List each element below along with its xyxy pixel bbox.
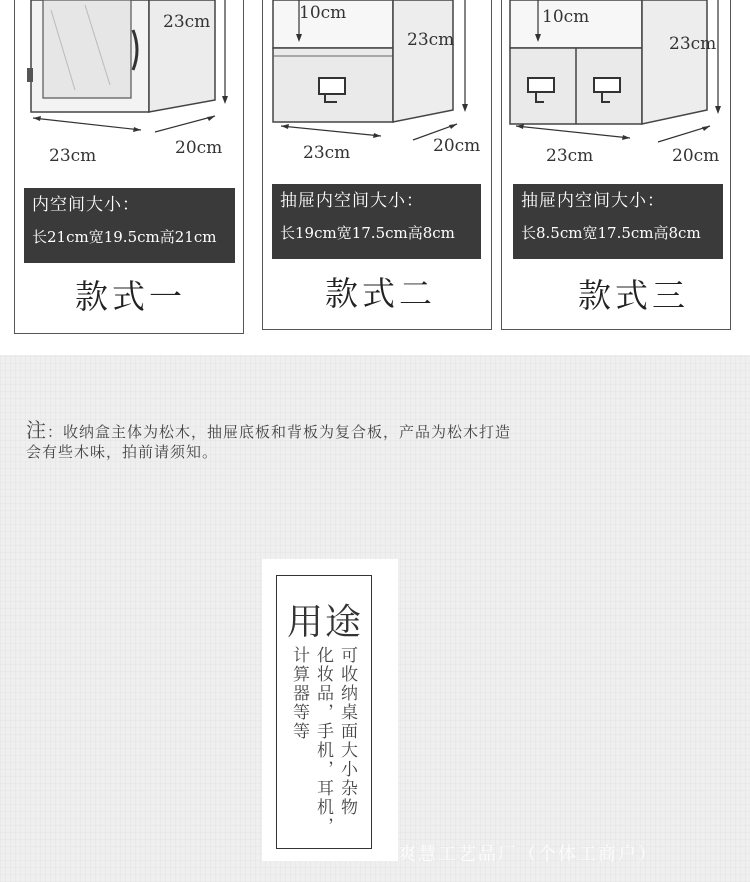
dim-height-3: 23cm	[669, 34, 717, 54]
inner-size-value-2: 长19cm宽17.5cm高8cm	[280, 224, 455, 242]
inner-size-title-1: 内空间大小：	[32, 195, 140, 215]
dim-width-3: 23cm	[546, 146, 594, 166]
inner-size-label-1	[24, 188, 235, 263]
inner-size-label-3	[513, 184, 723, 259]
style-card-3	[501, 0, 731, 330]
style-card-2	[262, 0, 492, 330]
style-name-3: 款式三	[578, 276, 689, 315]
note-line-1: ：收纳盒主体为松木，抽屉底板和背板为复合板，产品为松木打造	[47, 423, 512, 441]
usage-title: 用途	[287, 602, 364, 643]
dim-depth-3: 20cm	[672, 146, 720, 166]
product-variants-section	[0, 0, 750, 355]
note-line-2: 会有些木味，拍前请须知。	[26, 443, 219, 461]
usage-text-col-1: 可收纳桌面大小杂物	[337, 646, 357, 817]
inner-size-value-3: 长8.5cm宽17.5cm高8cm	[521, 224, 701, 242]
dim-top-3: 10cm	[542, 7, 590, 27]
dim-top-2: 10cm	[299, 3, 347, 23]
dim-width-2: 23cm	[303, 143, 351, 163]
inner-size-label-2	[272, 184, 481, 259]
dim-depth-1: 20cm	[175, 138, 223, 158]
cabinet-drawing-2	[263, 0, 493, 190]
shop-watermark: 鑫爽慧工艺品厂（个体工商户）	[378, 844, 658, 865]
style-card-1	[14, 0, 244, 334]
usage-text-col-2: 化妆品，手机，耳机，	[313, 646, 333, 836]
material-note	[26, 420, 511, 462]
dim-depth-2: 20cm	[433, 136, 481, 156]
inner-size-title-3: 抽屉内空间大小：	[521, 191, 665, 211]
inner-size-value-1: 长21cm宽19.5cm高21cm	[32, 228, 217, 246]
inner-size-title-2: 抽屉内空间大小：	[280, 191, 424, 211]
note-marker: 注	[26, 418, 47, 442]
usage-panel	[262, 559, 398, 861]
style-name-2: 款式二	[325, 274, 436, 313]
usage-text-col-3: 计算器等等	[289, 646, 309, 741]
dim-height-2: 23cm	[407, 30, 455, 50]
style-name-1: 款式一	[75, 277, 186, 316]
dim-height-1: 23cm	[163, 12, 211, 32]
usage-frame	[276, 575, 372, 849]
dim-width-1: 23cm	[49, 146, 97, 166]
